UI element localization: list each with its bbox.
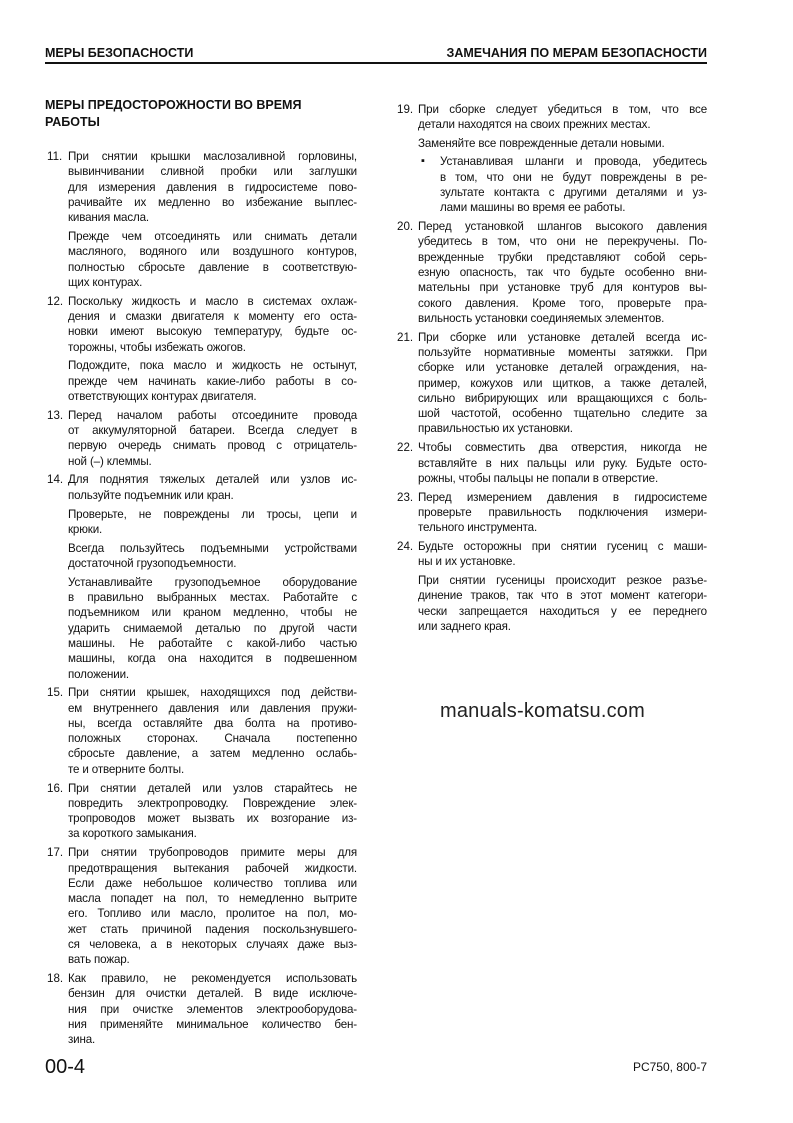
list-item bbox=[395, 330, 707, 437]
text-line: Как правило, не рекомендуется использовать bbox=[68, 972, 357, 986]
paragraph bbox=[418, 219, 707, 326]
list-item bbox=[45, 408, 357, 469]
text-line: вставляйте в них пальцы или руку. Будьте осто- bbox=[418, 456, 707, 470]
item-number: 19. bbox=[397, 102, 414, 116]
text-line: врежденные трубки представляют собой серь- bbox=[418, 250, 707, 264]
text-line: Заменяйте все поврежденные детали новыми. bbox=[418, 136, 665, 150]
text-line: При снятии крышек, находящихся под действи- bbox=[68, 686, 357, 700]
text-line: тельного инструмента. bbox=[418, 521, 538, 535]
text-line: При снятии деталей или узлов старайтесь не bbox=[68, 781, 357, 795]
text-line: ударить снимаемой деталью по другой части bbox=[68, 621, 357, 635]
text-line: правильностью их установки. bbox=[418, 422, 573, 436]
text-line: Проверьте, не повреждены ли тросы, цепи и bbox=[68, 507, 357, 521]
right-item-list bbox=[395, 102, 707, 635]
text-line: вильность установки соединяемых элементов. bbox=[418, 311, 665, 325]
item-number: 12. bbox=[47, 294, 64, 308]
text-line: Прежде чем отсоединять или снимать детали bbox=[68, 229, 357, 243]
text-line: крюки. bbox=[68, 522, 103, 536]
item-number: 20. bbox=[397, 220, 414, 234]
text-line: ния применяйте минимальное количество бен- bbox=[68, 1018, 357, 1032]
text-line: езную опасность, так что будьте особенно вни- bbox=[418, 265, 707, 279]
text-line: его. Топливо или масло, пролитое на пол, мо- bbox=[68, 907, 357, 921]
paragraph bbox=[68, 845, 357, 967]
item-number: 21. bbox=[397, 330, 414, 344]
list-item bbox=[45, 472, 357, 681]
text-line: предотвращения вытекания рабочей жидкости. bbox=[68, 861, 357, 875]
item-number: 14. bbox=[47, 473, 64, 487]
text-line: первую очередь снимать провод с отрицатель- bbox=[68, 439, 357, 453]
text-line: достаточной грузоподъемности. bbox=[68, 556, 237, 570]
left-item-list bbox=[45, 149, 357, 1048]
list-item bbox=[395, 102, 707, 216]
paragraph bbox=[68, 541, 357, 572]
text-line: для измерения давления в гидросистеме пово- bbox=[68, 180, 357, 194]
text-line: вывинчивании сливной пробки или заглушки bbox=[68, 165, 357, 179]
item-number: 11. bbox=[47, 150, 63, 163]
text-line: Поскольку жидкость и масло в системах охлаж- bbox=[68, 294, 357, 308]
paragraph bbox=[68, 294, 357, 355]
page-number: 00-4 bbox=[45, 1056, 86, 1078]
text-line: ния при очистке элементов электрооборудова- bbox=[68, 1002, 357, 1016]
paragraph bbox=[418, 490, 707, 536]
left-column bbox=[45, 97, 357, 1048]
text-line: сборке или установке деталей ограждения, на- bbox=[418, 361, 707, 375]
text-line: масляного, водяного или воздушного контуров, bbox=[68, 245, 357, 259]
list-item bbox=[395, 440, 707, 486]
list-item bbox=[45, 149, 357, 290]
list-item bbox=[395, 219, 707, 326]
text-line: положных сторонах. Сначала постепенно bbox=[68, 732, 357, 746]
text-line: кивания масла. bbox=[68, 211, 149, 225]
section-title: МЕРЫ ПРЕДОСТОРОЖНОСТИ ВО ВРЕМЯ РАБОТЫ bbox=[45, 98, 302, 129]
list-item bbox=[45, 781, 357, 842]
list-item bbox=[45, 845, 357, 967]
item-number: 17. bbox=[47, 846, 64, 860]
text-line: машины. Не работайте с какой-либо частью bbox=[68, 636, 357, 650]
text-line: убедитесь в том, что они не перекручены. По- bbox=[418, 235, 707, 249]
paragraph bbox=[418, 440, 707, 486]
text-line: за короткого замыкания. bbox=[68, 827, 197, 841]
text-line: вать пожар. bbox=[68, 953, 130, 967]
item-number: 23. bbox=[397, 490, 414, 504]
text-line: При сборке следует убедиться в том, что все bbox=[418, 102, 707, 116]
text-line: бензин для очистки деталей. В виде исключе- bbox=[68, 987, 357, 1001]
paragraph bbox=[68, 149, 357, 225]
text-line: те и отверните болты. bbox=[68, 762, 185, 776]
header-left: МЕРЫ БЕЗОПАСНОСТИ bbox=[45, 46, 194, 60]
text-line: Всегда пользуйтесь подъемными устройствами bbox=[68, 541, 357, 555]
item-number: 16. bbox=[47, 781, 64, 795]
text-line: рачивайте их медленно во избежание выплес- bbox=[68, 195, 357, 209]
text-line: ся человека, а в некоторых случаях даже выз- bbox=[68, 938, 357, 952]
paragraph bbox=[68, 358, 357, 404]
text-line: сильно вибрирующих или вращающихся с боль- bbox=[418, 391, 707, 405]
text-line: детали находятся на своих прежних местах. bbox=[418, 117, 651, 131]
text-line: жет стать причиной падения поскользнувшего- bbox=[68, 922, 357, 936]
text-line: Если даже небольшое количество топлива или bbox=[68, 876, 357, 890]
text-line: положении. bbox=[68, 667, 129, 681]
text-line: При снятии крышки маслозаливной горловины, bbox=[68, 150, 357, 163]
text-line: Подождите, пока масло и жидкость не остынут, bbox=[68, 359, 357, 373]
list-item bbox=[395, 490, 707, 536]
text-line: в правильно выбранных местах. Работайте с bbox=[68, 591, 357, 605]
text-line: от аккумуляторной батареи. Всегда следует в bbox=[68, 424, 357, 438]
item-number: 22. bbox=[397, 441, 414, 455]
text-line: пользуйте подъемник или кран. bbox=[68, 488, 234, 502]
text-line: Для поднятия тяжелых деталей или узлов ис- bbox=[68, 473, 357, 487]
text-line: пример, кожухов или щитков, а также деталей, bbox=[418, 376, 707, 390]
text-line: повредить электропроводку. Повреждение элек- bbox=[68, 796, 357, 810]
text-line: чески запрещается находиться у ее переднего bbox=[418, 604, 707, 618]
list-item bbox=[395, 539, 707, 634]
list-item bbox=[45, 294, 357, 405]
text-line: пользуйте нормативные моменты затяжки. При bbox=[418, 345, 707, 359]
text-line: шой частотой, особенно тщательно следите за bbox=[418, 407, 707, 421]
header-right: ЗАМЕЧАНИЯ ПО МЕРАМ БЕЗОПАСНОСТИ bbox=[446, 46, 707, 60]
paragraph bbox=[418, 539, 707, 570]
item-number: 15. bbox=[47, 686, 64, 700]
text-line: Чтобы совместить два отверстия, никогда не bbox=[418, 441, 707, 455]
text-line: сокого давления. Кроме того, проверьте пра- bbox=[418, 296, 707, 310]
text-line: ны и их установке. bbox=[418, 555, 516, 569]
text-line: Устанавливая шланги и провода, убедитесь bbox=[440, 155, 707, 169]
item-number: 18. bbox=[47, 972, 64, 986]
list-item bbox=[45, 685, 357, 777]
paragraph bbox=[68, 472, 357, 503]
paragraph bbox=[68, 408, 357, 469]
text-line: дения и смазки двигателя к моменту его оста- bbox=[68, 309, 357, 323]
text-line: ем внутреннего давления или давления пружи- bbox=[68, 701, 357, 715]
text-line: При снятии гусеницы происходит резкое разъе- bbox=[418, 574, 707, 588]
bullet-icon: ▪ bbox=[421, 155, 425, 168]
text-line: тропроводов может вызвать их возгорание из- bbox=[68, 812, 357, 826]
paragraph bbox=[68, 781, 357, 842]
text-line: динение траков, так что в этот момент категори- bbox=[418, 589, 707, 603]
item-number: 24. bbox=[397, 540, 414, 554]
text-line: При сборке или установке деталей всегда ис- bbox=[418, 330, 707, 344]
page-header bbox=[45, 46, 707, 64]
text-line: новки имеют высокую температуру, будьте ос- bbox=[68, 325, 357, 339]
item-number: 13. bbox=[47, 408, 64, 422]
text-line: подъемником или краном медленно, чтобы не bbox=[68, 606, 357, 620]
text-line: зина. bbox=[68, 1033, 96, 1047]
text-line: или заднего края. bbox=[418, 620, 511, 633]
paragraph bbox=[418, 136, 707, 151]
text-line: лами машины во время ее работы. bbox=[440, 201, 626, 215]
text-line: Перед началом работы отсоедините провода bbox=[68, 408, 357, 422]
paragraph bbox=[418, 102, 707, 133]
paragraph bbox=[68, 575, 357, 682]
text-line: зультате контакта с другими деталями и уз- bbox=[440, 185, 707, 199]
text-line: полностью сбросьте давление в соответствую- bbox=[68, 260, 357, 274]
text-line: Устанавливайте грузоподъемное оборудование bbox=[68, 575, 357, 589]
text-line: ответствующих контурах двигателя. bbox=[68, 389, 257, 403]
paragraph bbox=[418, 154, 707, 215]
right-column bbox=[395, 98, 707, 634]
text-line: сбросьте давление, а затем медленно ослабь- bbox=[68, 747, 357, 761]
text-line: прежде чем начинать какие-либо работы в со- bbox=[68, 374, 357, 388]
text-line: При снятии трубопроводов примите меры для bbox=[68, 846, 357, 860]
text-line: машины, когда она находится в подвешенном bbox=[68, 652, 357, 666]
text-line: щих контурах. bbox=[68, 275, 143, 289]
text-line: Будьте осторожны при снятии гусениц с маши- bbox=[418, 540, 707, 554]
watermark: manuals-komatsu.com bbox=[440, 700, 645, 722]
text-line: проверьте правильность подключения измери- bbox=[418, 505, 707, 519]
text-line: Перед установкой шлангов высокого давления bbox=[418, 220, 707, 234]
text-line: мательны при установке труб для контуров вы- bbox=[418, 281, 707, 295]
text-line: в том, что они не будут повреждены в ре- bbox=[440, 170, 707, 184]
paragraph bbox=[418, 573, 707, 634]
paragraph bbox=[418, 330, 707, 437]
paragraph bbox=[68, 971, 357, 1047]
text-line: масла попадет на пол, то немедленно вытрите bbox=[68, 892, 357, 906]
paragraph bbox=[68, 685, 357, 777]
text-line: Перед измерением давления в гидросистеме bbox=[418, 490, 707, 504]
text-line: ны, всегда оставляйте два болта на противо- bbox=[68, 716, 357, 730]
paragraph bbox=[68, 229, 357, 290]
text-line: рожны, чтобы пальцы не попали в отверстие. bbox=[418, 471, 659, 485]
list-item bbox=[45, 971, 357, 1047]
text-line: торожны, чтобы избежать ожогов. bbox=[68, 340, 246, 354]
model-number: PC750, 800-7 bbox=[632, 1060, 707, 1074]
paragraph bbox=[68, 507, 357, 538]
text-line: ной (–) клеммы. bbox=[68, 454, 152, 468]
